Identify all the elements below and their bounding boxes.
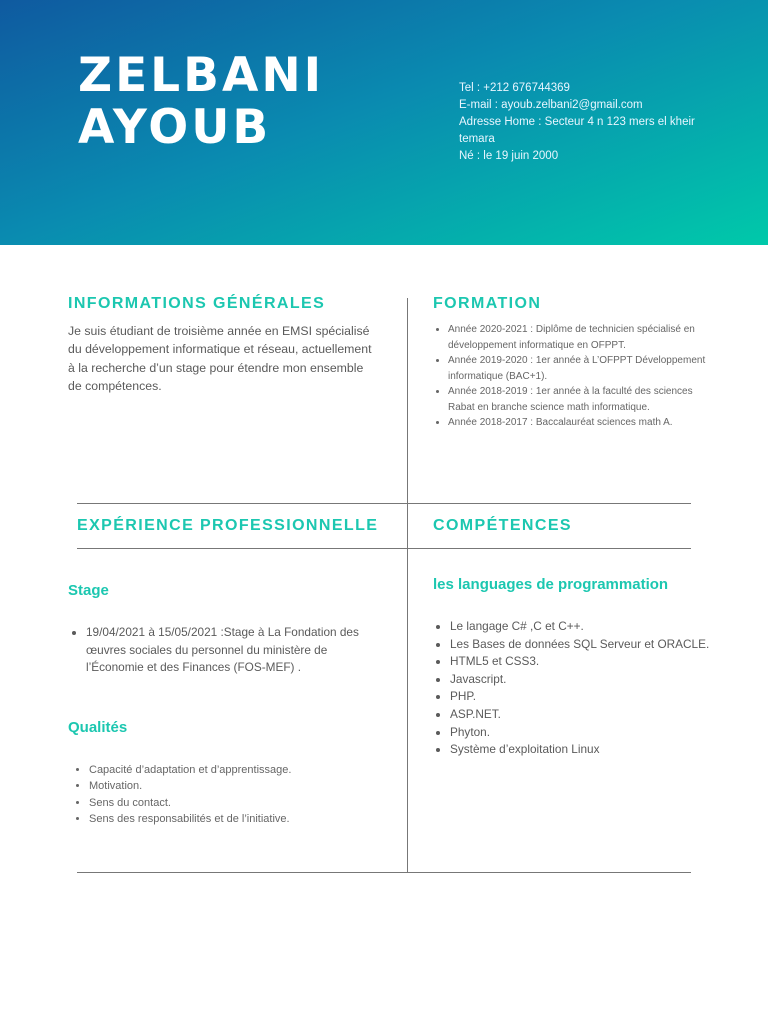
stage-heading: Stage [68,582,109,599]
list-item: • Javascript. [450,671,710,689]
competences-list [432,618,710,759]
list-item: • Année 2018-2017 : Baccalauréat sciences math A. [448,415,710,431]
list-item: • Capacité d’adaptation et d’apprentissage. [89,762,409,778]
list-item: • 19/04/2021 à 15/05/2021 :Stage à La Fondation des œuvres sociales du personnel du ministère de l’Économie et des Finances (FOS-MEF) . [86,624,381,677]
contact-phone: Tel : +212 676744369 [459,82,570,94]
formation-heading: FORMATION [433,295,542,312]
horizontal-divider-top [77,503,691,504]
list-item: • Sens du contact. [89,795,409,811]
list-item: • Année 2019-2020 : 1er année à L’OFPPT Développement informatique (BAC+1). [448,353,710,384]
list-item: • Année 2020-2021 : Diplôme de technicien spécialisé en développement informatique en OFPPT. [448,322,710,353]
list-item: • HTML5 et CSS3. [450,653,710,671]
info-heading: INFORMATIONS GÉNÉRALES [68,295,326,312]
list-item: • Le langage C# ,C et C++. [450,618,710,636]
list-item: • Année 2018-2019 : 1er année à la faculté des sciences Rabat en branche science math informatique. [448,384,710,415]
full-name [78,50,324,154]
formation-list [430,322,710,431]
contact-address: Adresse Home : Secteur 4 n 123 mers el kheir temara [459,116,695,145]
qualities-list [71,762,409,827]
name-line-1: ZELBANI [78,48,325,103]
list-item: • Motivation. [89,778,409,794]
list-item: • PHP. [450,688,710,706]
horizontal-divider-bottom [77,872,691,873]
list-item: • Les Bases de données SQL Serveur et ORACLE. [450,636,710,654]
stage-list [68,624,381,677]
list-item: • ASP.NET. [450,706,710,724]
contact-block [459,80,699,165]
experience-heading: EXPÉRIENCE PROFESSIONNELLE [77,517,379,534]
header-banner [0,0,768,245]
list-item: • Sens des responsabilités et de l’initiative. [89,811,409,827]
qualities-heading: Qualités [68,719,128,736]
contact-email: E-mail : ayoub.zelbani2@gmail.com [459,99,643,111]
contact-birthdate: Né : le 19 juin 2000 [459,150,559,162]
name-line-2: AYOUB [78,100,272,155]
list-item: • Système d’exploitation Linux [450,741,710,759]
horizontal-divider-middle [77,548,691,549]
info-text: Je suis étudiant de troisième année en EMSI spécialisé du développement informatique et réseau, actuellement à la recherche d’un stage pour étendre mon ensemble de compétences. [68,324,372,394]
programming-languages-heading: les languages de programmation [433,576,669,593]
list-item: • Phyton. [450,724,710,742]
competences-heading: COMPÉTENCES [433,517,572,534]
